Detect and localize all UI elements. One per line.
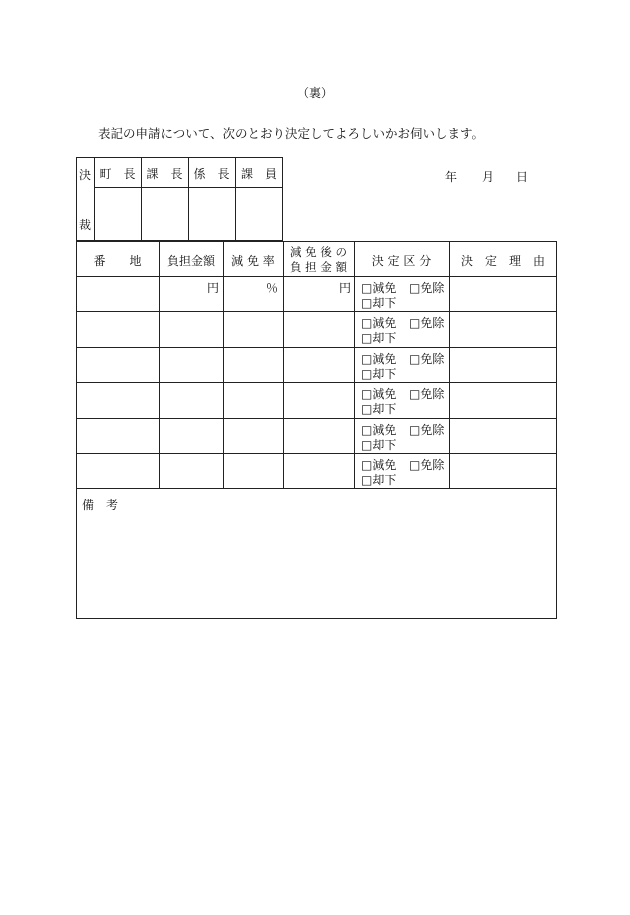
option-exempt[interactable]: □免除: [409, 316, 445, 330]
option-reject[interactable]: □却下: [361, 296, 397, 310]
option-reject[interactable]: □却下: [361, 473, 397, 487]
date-year: 年: [445, 170, 458, 184]
date-month: 月: [482, 170, 495, 184]
header-futan-kingaku: 負担金額: [166, 254, 215, 268]
header-after-line2: 負 担 金 額: [290, 260, 347, 274]
option-reject[interactable]: □却下: [361, 331, 397, 345]
option-exempt[interactable]: □免除: [409, 423, 445, 437]
kessai-label-bottom: 裁: [78, 218, 91, 232]
role-kain: 課 員: [240, 167, 277, 181]
option-reduce[interactable]: □減免: [361, 458, 397, 472]
option-reject[interactable]: □却下: [361, 367, 397, 381]
header-kettei-kubun: 決 定 区 分: [371, 254, 432, 268]
intro-text: 表記の申請について、次のとおり決定してよろしいかお伺いします。: [98, 126, 485, 141]
page-heading: （裏）: [296, 86, 333, 100]
option-exempt[interactable]: □免除: [409, 281, 445, 295]
option-reduce[interactable]: □減免: [361, 423, 397, 437]
stamp-box-kakaricho[interactable]: [189, 188, 234, 240]
remarks-label: 備 考: [82, 498, 119, 512]
option-exempt[interactable]: □免除: [409, 352, 445, 366]
stamp-box-chocho[interactable]: [95, 188, 140, 240]
option-exempt[interactable]: □免除: [409, 458, 445, 472]
header-genmen-ritsu: 減 免 率: [231, 254, 275, 268]
date-day: 日: [516, 170, 529, 184]
option-reject[interactable]: □却下: [361, 402, 397, 416]
kessai-label-top: 決: [78, 168, 91, 182]
role-chocho: 町 長: [99, 167, 136, 181]
decision-table: [76, 241, 557, 489]
header-banchi: 番 地: [93, 254, 142, 268]
header-after-line1: 減 免 後 の: [290, 245, 347, 259]
remarks-box[interactable]: [76, 488, 557, 619]
unit-yen-after: 円: [339, 281, 352, 295]
stamp-box-kain[interactable]: [236, 188, 282, 240]
header-kettei-riyu: 決 定 理 由: [460, 254, 545, 268]
option-reduce[interactable]: □減免: [361, 387, 397, 401]
role-kakaricho: 係 長: [193, 167, 230, 181]
unit-percent: ％: [266, 281, 279, 295]
option-reduce[interactable]: □減免: [361, 316, 397, 330]
option-reduce[interactable]: □減免: [361, 281, 397, 295]
stamp-box-kacho[interactable]: [142, 188, 187, 240]
unit-yen: 円: [207, 281, 220, 295]
role-kacho: 課 長: [146, 167, 183, 181]
option-reject[interactable]: □却下: [361, 438, 397, 452]
option-exempt[interactable]: □免除: [409, 387, 445, 401]
option-reduce[interactable]: □減免: [361, 352, 397, 366]
